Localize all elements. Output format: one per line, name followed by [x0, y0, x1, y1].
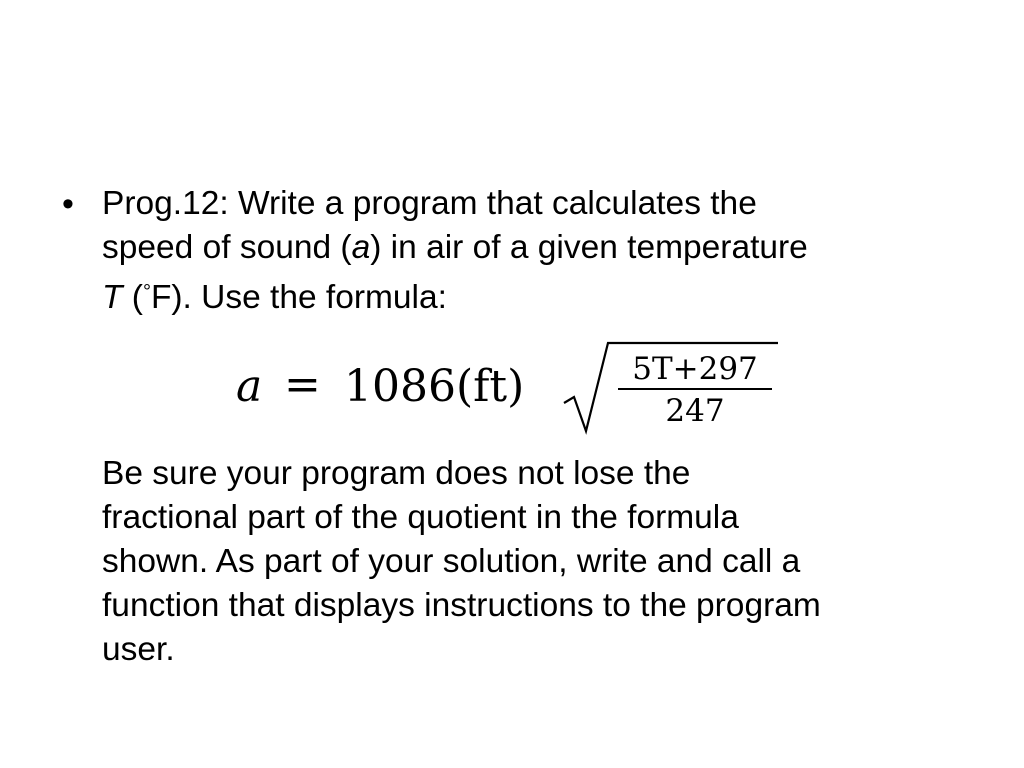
note-line-1: Be sure your program does not lose the [102, 455, 691, 492]
formula-lhs: a [236, 361, 263, 412]
intro-line-1: Prog.12: Write a program that calculates the [102, 185, 757, 222]
note-line-2: fractional part of the quotient in the formula [102, 499, 739, 536]
formula-coefficient: 1086(ft) [344, 361, 525, 412]
note-line-5: user. [102, 631, 175, 668]
bullet-marker: • [62, 185, 74, 223]
speed-of-sound-formula [232, 335, 792, 435]
fraction-numerator: 5T+297 [632, 351, 758, 387]
degree-symbol: ° [142, 281, 151, 303]
note-line-3: shown. As part of your solution, write and call a [102, 543, 801, 580]
intro-line-3: T (°F). Use the formula: [102, 279, 447, 316]
var-t: T [102, 279, 123, 316]
fraction-denominator: 247 [665, 393, 725, 429]
note-line-4: function that displays instructions to the program [102, 587, 821, 624]
intro-line-2: speed of sound (a) in air of a given temperature [102, 229, 808, 266]
var-a: a [351, 229, 371, 266]
bullet-text [102, 182, 982, 320]
note-paragraph [102, 452, 992, 672]
formula-equals: = [284, 359, 321, 410]
